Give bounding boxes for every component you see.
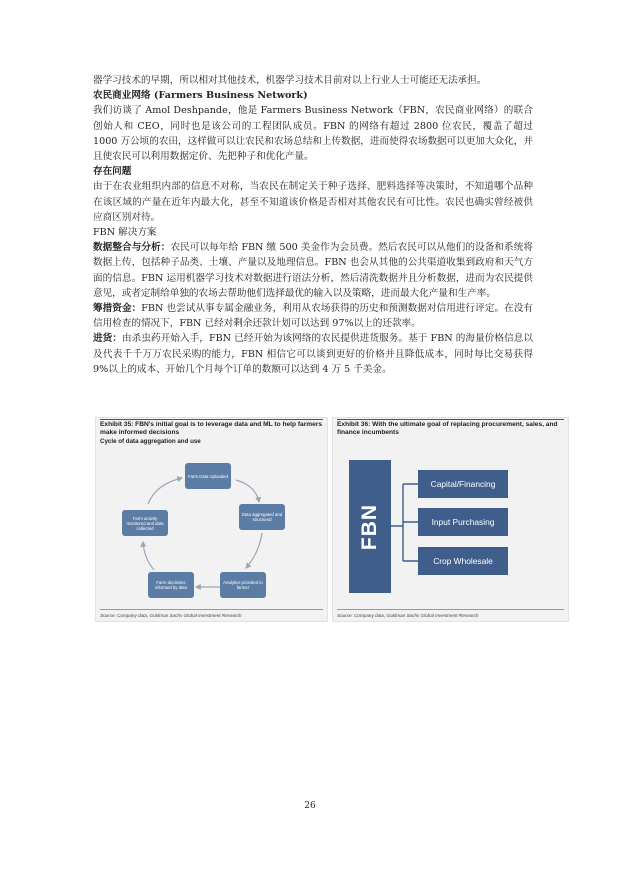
section-heading: 存在问题: [93, 166, 132, 178]
arrow-2-3: [246, 533, 262, 568]
paragraph: [93, 331, 533, 377]
cycle-node-farm-decisions: Farm decisions informed by data: [148, 572, 194, 598]
arrow-4-5: [143, 542, 154, 570]
exhibit-35-subtitle: Cycle of data aggregation and use: [100, 438, 201, 445]
cycle-node-data-aggregated: Data aggregated and structured: [239, 504, 285, 530]
paragraph: [93, 240, 533, 301]
arrow-5-1: [148, 478, 182, 504]
body-text: [93, 73, 533, 377]
item-capital-financing: Capital/Financing: [418, 470, 508, 498]
cycle-node-farm-activity-monitored: Farm activity monitored and data collected: [122, 510, 168, 536]
exhibits-figure: [95, 417, 569, 622]
exhibit-35-title: Exhibit 35: FBN's initial goal is to leverage data and ML to help farmers make informed decisions: [100, 421, 323, 436]
exhibit-36-source-rule: [337, 609, 564, 610]
exhibit-36: [332, 417, 569, 622]
paragraph-text: 农民可以每年给 FBN 缴 500 美金作为会员费。然后农民可以从他们的设备和系统将数据上传，包括种子品类、土壤、产量以及地理信息。FBN 也会从其他的公共渠道收集到政府和天气方面的信息。FBN 运用机器学习技术对数据进行语法分析，然后清洗数据并且分析数据，进而为农民提供意见，或者定制给单独的农场去帮助他们选择最优的输入以及策略，进而最大化产量和生产率。: [93, 242, 533, 299]
paragraph-lead: 筹措资金：: [93, 303, 142, 315]
paragraph: 由于在农业组织内部的信息不对称，当农民在制定关于种子选择、肥料选择等决策时，不知道哪个品种在该区域的产量在近年内最大化，甚至不知道该价格是否相对其他农民有可比性。农民也确实曾经被供应商区别对待。: [93, 181, 533, 223]
paragraph: [93, 301, 533, 331]
paragraph: 器学习技术的早期，所以相对其他技术，机器学习技术目前对以上行业人士可能还无法承担。: [93, 75, 487, 86]
exhibit-35-source: Source: Company data, Goldman Sachs Global Investment Research: [100, 613, 242, 618]
cycle-node-analytics-provided: Analytics provided to farmer: [220, 572, 266, 598]
paragraph: FBN 解决方案: [93, 227, 157, 239]
paragraph: 我们访谈了 Amol Deshpande，他是 Farmers Business Network（FBN，农民商业网络）的联合创始人和 CEO，同时也是该公司的工程团队成员。FBN 的网络有超过 2800 位农民，覆盖了超过 1000 万公顷的农田，这样做可以让农民和农场总结和上传数据，进而使得农场数据可以更加大众化，并且使农民可以利用数据定价、先把种子和优化产量。: [93, 105, 533, 163]
paragraph-lead: 数据整合与分析：: [93, 242, 171, 254]
exhibit-35: [95, 417, 328, 622]
paragraph-lead: 进货：: [93, 333, 122, 345]
section-heading: 农民商业网络 (Farmers Business Network): [93, 90, 308, 102]
paragraph-text: 由杀虫药开始入手，FBN 已经开始为该网络的农民提供进货服务。基于 FBN 的海量价格信息以及代表千千万万农民采购的能力，FBN 相信它可以谈到更好的价格并且降低成本，同时每比交易获得 9%以上的成本、开始几个月每个订单的数额可以达到 4 万 5 千美金。: [93, 333, 534, 375]
exhibit-36-source: Source: Company data, Goldman Sachs Global Investment Research: [337, 613, 479, 618]
page-number: 26: [304, 801, 316, 811]
cycle-node-farm-data-uploaded: Farm Data Uploaded: [185, 463, 231, 489]
exhibit-35-source-rule: [100, 609, 323, 610]
paragraph-text: FBN 也尝试从事专属金融业务，利用从农场获得的历史和预测数据对信用进行评定。在没有信用检查的情况下，FBN 已经对剩余还款计划可以达到 97%以上的还款率。: [93, 303, 534, 330]
arrow-1-2: [236, 480, 259, 502]
item-input-purchasing: Input Purchasing: [418, 508, 508, 536]
exhibit-36-title: Exhibit 36: With the ultimate goal of replacing procurement, sales, and finance incumbents: [337, 421, 558, 436]
fbn-label: FBN: [358, 503, 382, 550]
item-crop-wholesale: Crop Wholesale: [418, 547, 508, 575]
